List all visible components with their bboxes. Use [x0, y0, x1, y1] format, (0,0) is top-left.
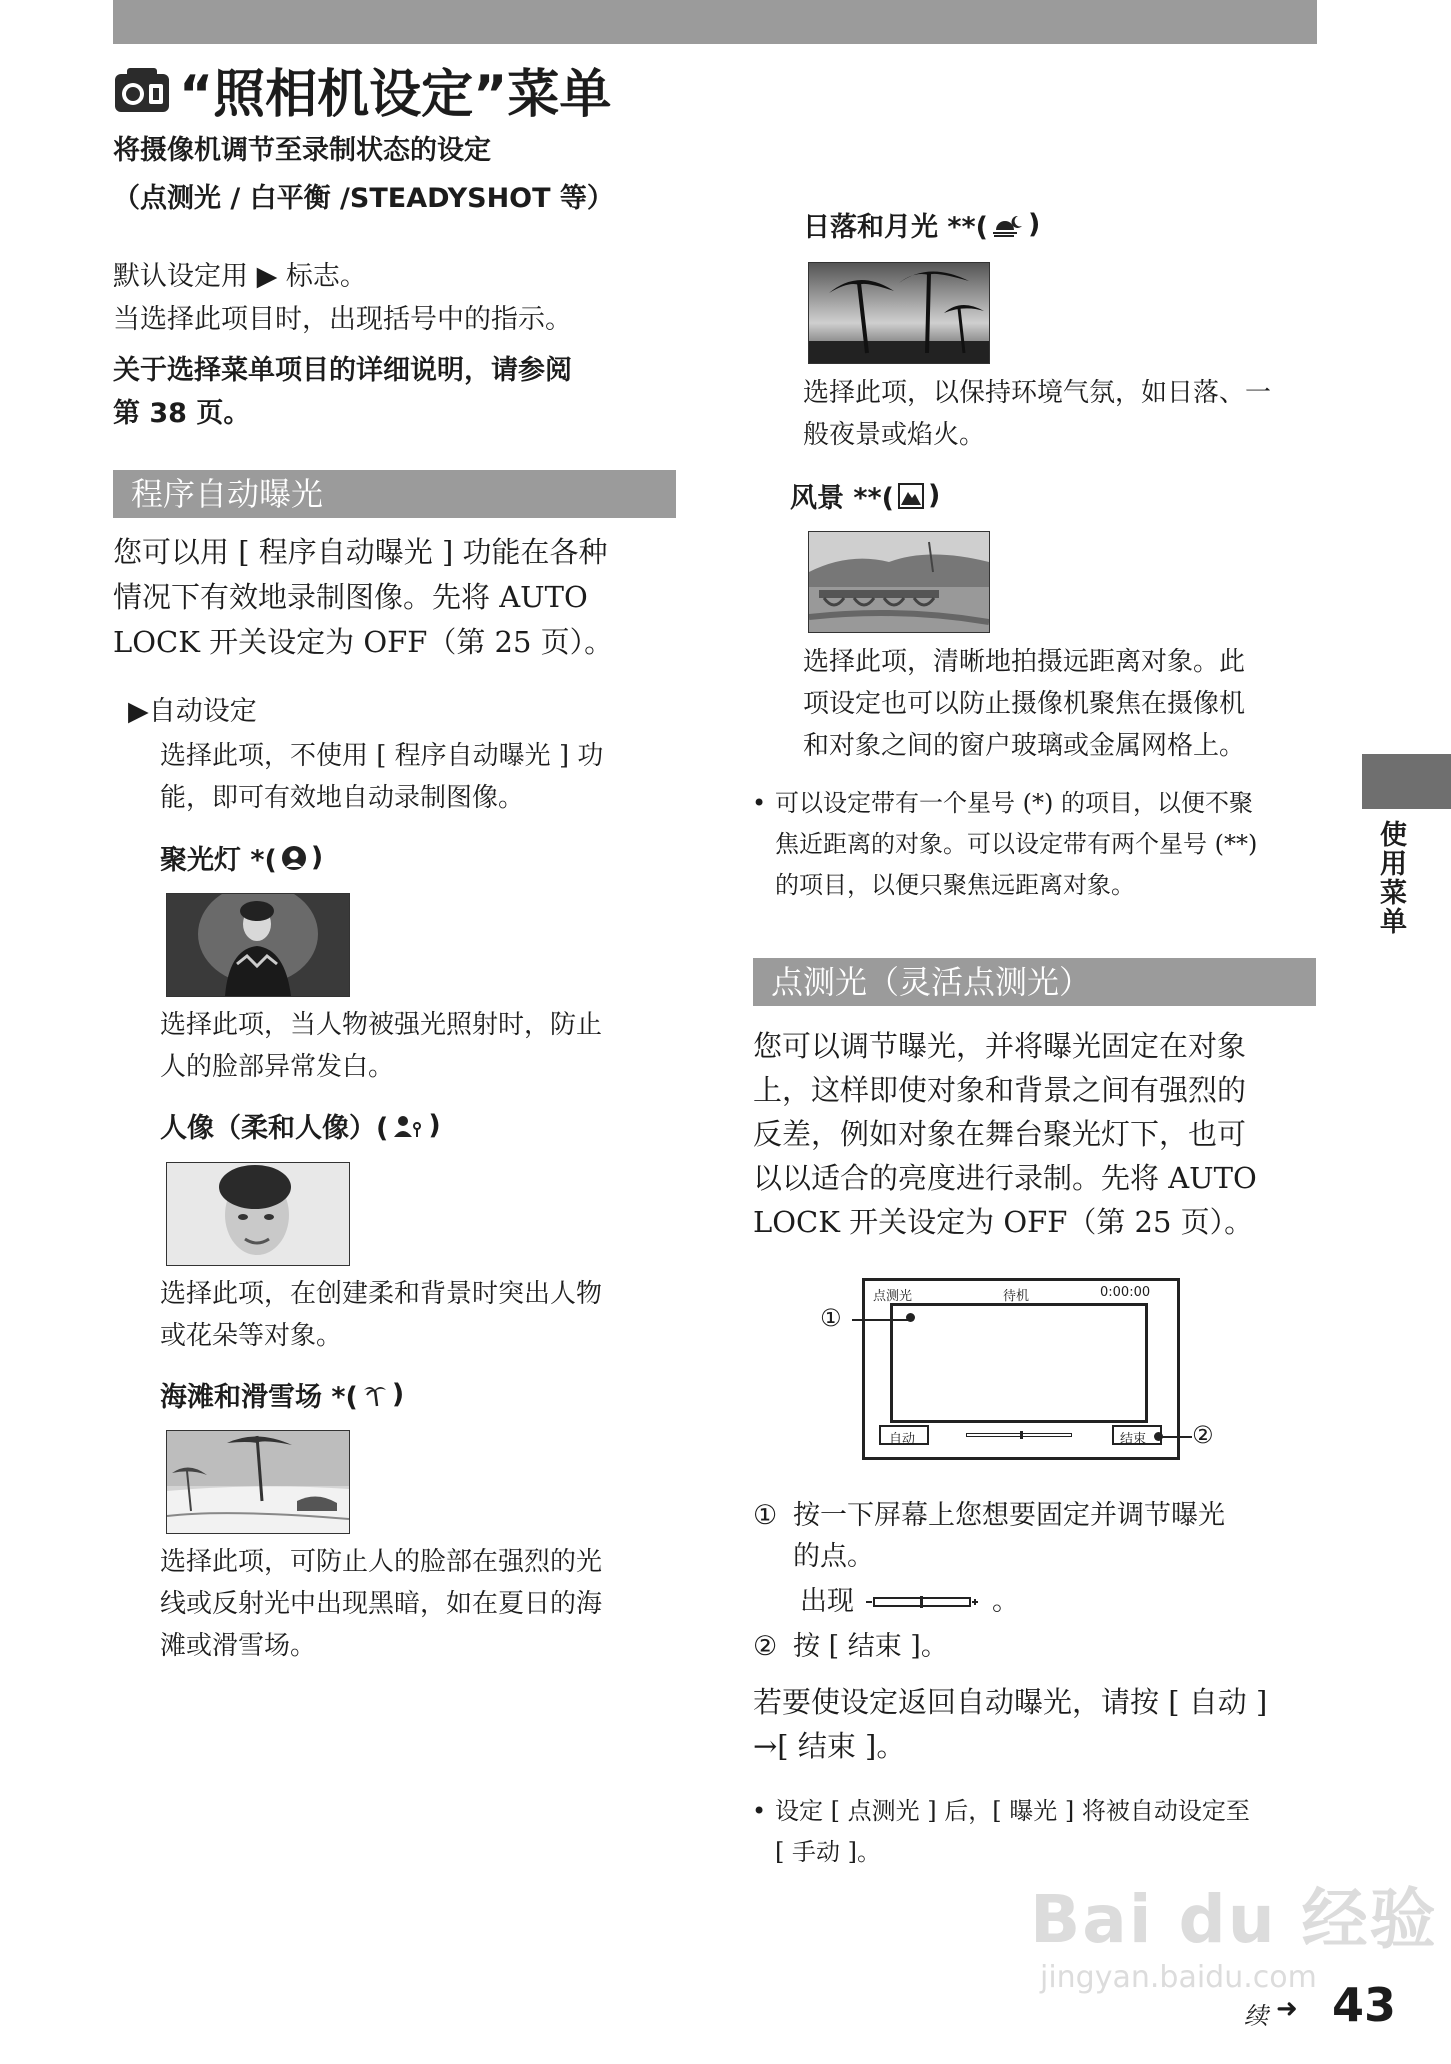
spot-para-line5: LOCK 开关设定为 OFF（第 25 页）。 [753, 1205, 1254, 1239]
spot-note-bullet: • [752, 1797, 767, 1825]
continued-label: 续 [1244, 2002, 1268, 2030]
page-title-row [113, 52, 611, 127]
spotlight-label: 聚光灯 *( [160, 845, 277, 876]
beach-desc-line3: 滩或滑雪场。 [160, 1631, 317, 1661]
spotlight-desc-line2: 人的脸部异常发白。 [160, 1052, 395, 1082]
program-ae-para-line3: LOCK 开关设定为 OFF（第 25 页）。 [113, 625, 614, 659]
portrait-photo [166, 1162, 350, 1266]
step1-appear-post: 。 [992, 1586, 1019, 1617]
camera-icon [113, 64, 171, 116]
page-title: “照相机设定”菜单 [179, 65, 612, 125]
spot-para-line4: 以以适合的亮度进行录制。先将 AUTO [753, 1161, 1257, 1195]
callout1-leader [852, 1319, 908, 1321]
callout2-leader [1158, 1436, 1192, 1438]
watermark-brand: Bai du 经验 [1030, 1881, 1438, 1958]
lcd-auto-label: 自动 [889, 1432, 916, 1447]
subtitle-line1: 将摄像机调节至录制状态的设定 [113, 135, 491, 166]
sunset-moon-icon [992, 212, 1024, 238]
spotlight-icon [281, 845, 307, 871]
exposure-slider-thumb[interactable] [1020, 1431, 1023, 1439]
lcd-end-label: 结束 [1120, 1432, 1147, 1447]
landscape-photo [808, 531, 990, 633]
star-note-line2: 焦近距离的对象。可以设定带有两个星号 (**) [775, 830, 1258, 858]
auto-desc-line1: 选择此项，不使用 [ 程序自动曝光 ] 功 [160, 741, 604, 771]
step2-text: 按 [ 结束 ]。 [793, 1631, 948, 1662]
landscape-close: ) [927, 480, 941, 511]
portrait-close: ) [428, 1110, 441, 1141]
spot-para-line2: 上，这样即使对象和背景之间有强烈的 [753, 1073, 1247, 1107]
callout1-label: ① [820, 1304, 842, 1332]
sunset-heading [803, 205, 1040, 244]
spot-para-line3: 反差，例如对象在舞台聚光灯下，也可 [753, 1117, 1247, 1151]
sunset-desc-line1: 选择此项，以保持环境气氛，如日落、一 [803, 378, 1272, 408]
page-number: 43 [1332, 1978, 1397, 2032]
exposure-slider-icon [864, 1594, 982, 1610]
landscape-label: 风景 **( [790, 483, 894, 514]
star-note-bullet: • [752, 789, 767, 817]
intro-line2: 当选择此项目时，出现括号中的指示。 [113, 304, 572, 335]
callout2-label: ② [1192, 1421, 1214, 1449]
program-ae-para-line1: 您可以用 [ 程序自动曝光 ] 功能在各种 [113, 535, 608, 569]
step1-number: ① [753, 1500, 778, 1531]
portrait-heading [160, 1106, 441, 1145]
step2-number: ② [753, 1631, 778, 1662]
portrait-desc-line1: 选择此项，在创建柔和背景时突出人物 [160, 1279, 603, 1309]
landscape-desc-line3: 和对象之间的窗户玻璃或金属网格上。 [803, 731, 1246, 761]
spotlight-heading [160, 838, 323, 877]
lcd-timecode: 0:00:00 [1100, 1285, 1151, 1300]
auto-setting-label: ▶自动设定 [128, 696, 257, 727]
continued-arrow-icon: ➜ [1276, 1994, 1298, 2024]
beach-photo [166, 1430, 350, 1534]
sunset-label: 日落和月光 **( [803, 212, 988, 243]
spotlight-close: ) [310, 842, 324, 873]
lcd-status-label: 待机 [1003, 1289, 1030, 1304]
sunset-close: ) [1027, 209, 1041, 240]
top-bar [113, 0, 1317, 44]
beach-close: ) [391, 1379, 405, 1410]
portrait-icon [392, 1113, 424, 1139]
star-note-line1: 可以设定带有一个星号 (*) 的项目，以便不聚 [775, 789, 1253, 817]
spot-para-line1: 您可以调节曝光，并将曝光固定在对象 [753, 1029, 1247, 1063]
lcd-spot-frame[interactable] [890, 1303, 1148, 1423]
spotlight-photo [166, 893, 350, 997]
landscape-desc-line2: 项设定也可以防止摄像机聚焦在摄像机 [803, 689, 1246, 719]
intro-line4: 第 38 页。 [113, 398, 251, 429]
return-line1: 若要使设定返回自动曝光，请按 [ 自动 ] [753, 1685, 1268, 1719]
sunset-desc-line2: 般夜景或焰火。 [803, 420, 986, 450]
exposure-slider-track[interactable] [966, 1433, 1072, 1437]
auto-desc-line2: 能，即可有效地自动录制图像。 [160, 783, 525, 813]
callout2-dot [1154, 1432, 1163, 1441]
landscape-desc-line1: 选择此项，清晰地拍摄远距离对象。此 [803, 647, 1246, 677]
spotlight-desc-line1: 选择此项，当人物被强光照射时，防止 [160, 1010, 603, 1040]
beach-desc-line1: 选择此项，可防止人的脸部在强烈的光 [160, 1547, 603, 1577]
intro-line3: 关于选择菜单项目的详细说明，请参阅 [113, 355, 572, 386]
subtitle-line2: （点测光 / 白平衡 /STEADYSHOT 等） [113, 183, 614, 214]
portrait-label: 人像（柔和人像）( [160, 1113, 389, 1144]
beach-label: 海滩和滑雪场 *( [160, 1382, 358, 1413]
program-ae-para-line2: 情况下有效地录制图像。先将 AUTO [113, 580, 588, 614]
beach-ski-icon [362, 1382, 388, 1408]
side-tab-label: 使用菜单 [1375, 820, 1406, 936]
side-tab [1362, 754, 1451, 809]
spot-note-line1: 设定 [ 点测光 ] 后，[ 曝光 ] 将被自动设定至 [775, 1797, 1250, 1825]
watermark-url: jingyan.baidu.com [1040, 1960, 1317, 1995]
intro-line1: 默认设定用 ▶ 标志。 [113, 261, 367, 292]
spot-note-line2: [ 手动 ]。 [775, 1838, 881, 1866]
lcd-auto-button[interactable] [879, 1425, 929, 1445]
step1-line1: 按一下屏幕上您想要固定并调节曝光 [793, 1500, 1225, 1531]
section-heading-program-ae: 程序自动曝光 [113, 470, 676, 518]
beach-heading [160, 1375, 404, 1414]
star-note-line3: 的项目，以便只聚焦远距离对象。 [775, 871, 1135, 899]
lcd-mode-label: 点测光 [873, 1289, 913, 1304]
landscape-icon [898, 483, 924, 509]
sunset-photo [808, 262, 990, 364]
beach-desc-line2: 线或反射光中出现黑暗，如在夏日的海 [160, 1589, 603, 1619]
portrait-desc-line2: 或花朵等对象。 [160, 1321, 343, 1351]
step1-line2: 的点。 [793, 1541, 874, 1572]
step1-appear-pre: 出现 [800, 1586, 854, 1617]
section-heading-spot-meter: 点测光（灵活点测光） [753, 958, 1316, 1006]
landscape-heading [790, 476, 940, 515]
return-line2: →[ 结束 ]。 [753, 1729, 906, 1763]
step1-appear-row [800, 1580, 1019, 1624]
